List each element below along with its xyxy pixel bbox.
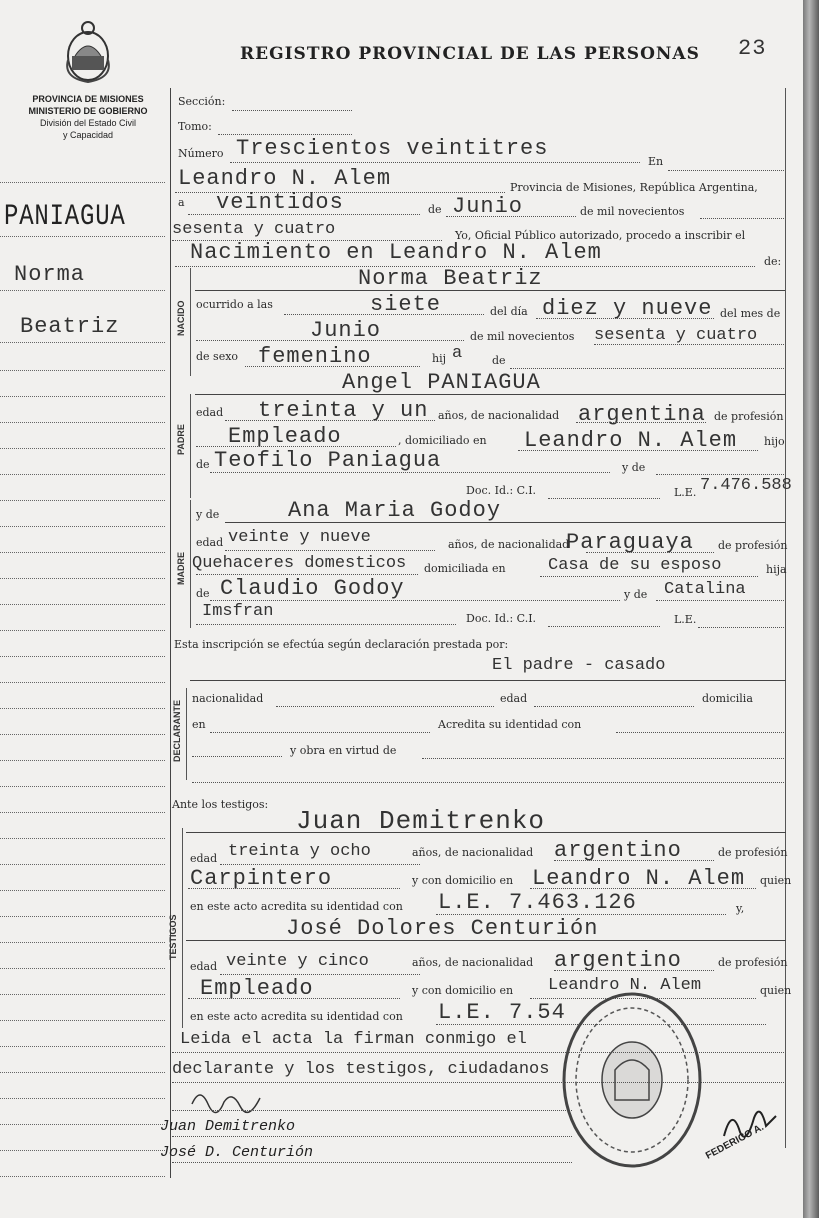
- label-domiciliada: domiciliada en: [424, 562, 506, 575]
- entry-dia: veintidos: [216, 190, 344, 215]
- label-numero: Número: [178, 147, 224, 160]
- label-sexo: de sexo: [196, 350, 239, 363]
- page-title: REGISTRO PROVINCIAL DE LAS PERSONAS: [240, 44, 700, 64]
- entry-t2-nacionalidad: argentino: [554, 948, 682, 973]
- issuer-block: [8, 93, 168, 141]
- label-declarante: DECLARANTE: [172, 700, 182, 762]
- entry-madre-domicilio: Casa de su esposo: [548, 556, 722, 575]
- madre-bracket: [190, 500, 191, 628]
- entry-testigo-2: José Dolores Centurión: [286, 916, 599, 941]
- label-hijo: hijo: [764, 435, 785, 448]
- label-edad-t2: edad: [190, 960, 218, 973]
- label-seccion: Sección:: [178, 95, 226, 108]
- label-obra: y obra en virtud de: [290, 744, 397, 757]
- entry-testigo-1: Juan Demitrenko: [296, 806, 546, 836]
- label-de: de: [428, 203, 442, 216]
- entry-cierre-1: Leida el acta la firman conmigo el: [180, 1030, 527, 1049]
- label-y-de-madre: y de: [196, 508, 220, 521]
- label-profesion-padre: de profesión: [714, 410, 784, 423]
- label-nacido: NACIDO: [176, 300, 186, 336]
- label-acto-t2: en este acto acredita su identidad con: [190, 1010, 403, 1023]
- label-provincia: Provincia de Misiones, República Argentina,: [510, 181, 758, 194]
- label-edad-madre: edad: [196, 536, 224, 549]
- entry-acto: Nacimiento en Leandro N. Alem: [190, 240, 602, 265]
- label-inscripcion: Esta inscripción se efectúa según declaración prestada por:: [174, 638, 509, 651]
- entry-declarante: El padre - casado: [492, 656, 666, 675]
- label-acto-t1: en este acto acredita su identidad con: [190, 900, 403, 913]
- label-a: a: [178, 196, 185, 209]
- entry-t2-edad: veinte y cinco: [226, 952, 369, 971]
- testigos-bracket: [182, 828, 183, 1028]
- entry-padre-edad: treinta y un: [258, 398, 429, 423]
- label-quien-t2: quien: [760, 984, 792, 997]
- label-madre: MADRE: [176, 552, 186, 585]
- label-nacionalidad-t2: años, de nacionalidad: [412, 956, 534, 969]
- entry-t1-documento: L.E. 7.463.126: [438, 890, 637, 915]
- entry-padre-le: 7.476.588: [700, 476, 792, 495]
- label-en: En: [648, 155, 664, 168]
- entry-cierre-2: declarante y los testigos, ciudadanos: [172, 1060, 550, 1079]
- entry-mes-nacimiento: Junio: [310, 318, 382, 343]
- issuer-line: y Capacidad: [62, 130, 114, 140]
- official-round-seal-icon: [560, 990, 710, 1180]
- label-doc-madre: Doc. Id.: C.I.: [466, 612, 537, 625]
- entry-t2-domicilio: Leandro N. Alem: [548, 976, 702, 995]
- issuer-line: MINISTERIO DE GOBIERNO: [28, 106, 148, 116]
- entry-anio-nacimiento: sesenta y cuatro: [594, 326, 758, 345]
- label-de-abuelo-m: de: [196, 587, 210, 600]
- label-de-abuelo: de: [196, 458, 210, 471]
- entry-dia-nacimiento: diez y nueve: [542, 296, 713, 321]
- entry-abuela-materna-apellido: Imsfran: [202, 602, 274, 621]
- label-edad-decl: edad: [500, 692, 528, 705]
- margin-given-name-1: Norma: [14, 262, 86, 287]
- label-edad-t1: edad: [190, 852, 218, 865]
- entry-t2-profesion: Empleado: [200, 976, 314, 1001]
- label-yo: Yo, Oficial Público autorizado, procedo a inscribir el: [455, 229, 746, 242]
- label-del-dia: del día: [490, 305, 528, 318]
- margin-surname: PANIAGUA: [4, 200, 126, 234]
- label-padre: PADRE: [176, 424, 186, 455]
- entry-t1-profesion: Carpintero: [190, 866, 333, 891]
- label-profesion-madre: de profesión: [718, 539, 788, 552]
- label-de-padre: de: [492, 354, 506, 367]
- entry-padre-domicilio: Leandro N. Alem: [524, 428, 738, 453]
- label-nacionalidad-t1: años, de nacionalidad: [412, 846, 534, 859]
- entry-sexo: femenino: [258, 344, 372, 369]
- label-ocurrido: ocurrido a las: [196, 298, 273, 311]
- label-le-madre: L.E.: [674, 613, 697, 626]
- label-hija: hija: [766, 563, 787, 576]
- entry-hora: siete: [370, 292, 442, 317]
- label-del-mes: del mes de: [720, 307, 781, 320]
- label-quien-t1: quien: [760, 874, 792, 887]
- label-profesion-t2: de profesión: [718, 956, 788, 969]
- label-de-mil-novecientos: de mil novecientos: [470, 330, 575, 343]
- entry-abuela-materna: Catalina: [664, 580, 746, 599]
- signature-testigo-1: Juan Demitrenko: [160, 1118, 296, 1135]
- margin-divider: [170, 88, 171, 1178]
- entry-anio: sesenta y cuatro: [172, 220, 336, 239]
- label-nacionalidad-madre: años, de nacionalidad: [448, 538, 570, 551]
- label-y-de-padre: y de: [622, 461, 646, 474]
- entry-madre-profesion: Quehaceres domesticos: [192, 554, 407, 573]
- entry-numero: Trescientos veintitres: [236, 136, 549, 161]
- label-domicilio-t1: y con domicilio en: [412, 874, 514, 887]
- label-y-t1: y,: [736, 902, 745, 915]
- entry-abuelo-materno: Claudio Godoy: [220, 576, 405, 601]
- binding-edge: [803, 0, 819, 1218]
- issuer-line: División del Estado Civil: [39, 118, 137, 128]
- label-doc-padre: Doc. Id.: C.I.: [466, 484, 537, 497]
- label-de-colon: de:: [764, 255, 782, 268]
- label-edad-padre: edad: [196, 406, 224, 419]
- label-ante-testigos: Ante los testigos:: [172, 798, 269, 811]
- label-hij: hij: [432, 352, 447, 365]
- label-en-decl: en: [192, 718, 206, 731]
- label-nacionalidad-decl: nacionalidad: [192, 692, 264, 705]
- signature-testigo-2: José D. Centurión: [160, 1144, 314, 1161]
- margin-given-name-2: Beatriz: [20, 314, 120, 339]
- label-acredita: Acredita su identidad con: [438, 718, 582, 731]
- entry-lugar: Leandro N. Alem: [178, 166, 392, 191]
- entry-padre-profesion: Empleado: [228, 424, 342, 449]
- declarante-bracket: [186, 688, 187, 780]
- label-testigos: TESTIGOS: [168, 914, 178, 960]
- officer-stamp: FEDERICO A.: [704, 1121, 766, 1162]
- entry-padre-nacionalidad: argentina: [578, 402, 706, 427]
- argentina-coat-of-arms-icon: [63, 20, 113, 84]
- entry-madre-nacionalidad: Paraguaya: [566, 530, 694, 555]
- entry-mes: Junio: [452, 194, 524, 219]
- padre-bracket: [190, 394, 191, 498]
- label-le-padre: L.E.: [674, 486, 697, 499]
- nacido-bracket: [190, 268, 191, 376]
- entry-madre-nombre: Ana Maria Godoy: [288, 498, 502, 523]
- entry-madre-edad: veinte y nueve: [228, 528, 371, 547]
- label-domiciliado: , domiciliado en: [398, 434, 487, 447]
- entry-abuelo-paterno: Teofilo Paniagua: [214, 448, 442, 473]
- entry-t2-documento: L.E. 7.54: [438, 1000, 566, 1025]
- entry-nombre: Norma Beatriz: [358, 266, 543, 291]
- entry-hij-suffix: a: [452, 344, 463, 363]
- label-profesion-t1: de profesión: [718, 846, 788, 859]
- entry-t1-edad: treinta y ocho: [228, 842, 371, 861]
- entry-padre-nombre: Angel PANIAGUA: [342, 370, 541, 395]
- label-y-de-madre-2: y de: [624, 588, 648, 601]
- label-tomo: Tomo:: [178, 120, 212, 133]
- entry-t1-nacionalidad: argentino: [554, 838, 682, 863]
- issuer-line: PROVINCIA DE MISIONES: [32, 94, 144, 104]
- page-number: 23: [738, 36, 767, 61]
- label-domicilio-t2: y con domicilio en: [412, 984, 514, 997]
- entry-t1-domicilio: Leandro N. Alem: [532, 866, 746, 891]
- label-mil-novecientos: de mil novecientos: [580, 205, 685, 218]
- label-nacionalidad-padre: años, de nacionalidad: [438, 409, 560, 422]
- label-domicilia: domicilia: [702, 692, 753, 705]
